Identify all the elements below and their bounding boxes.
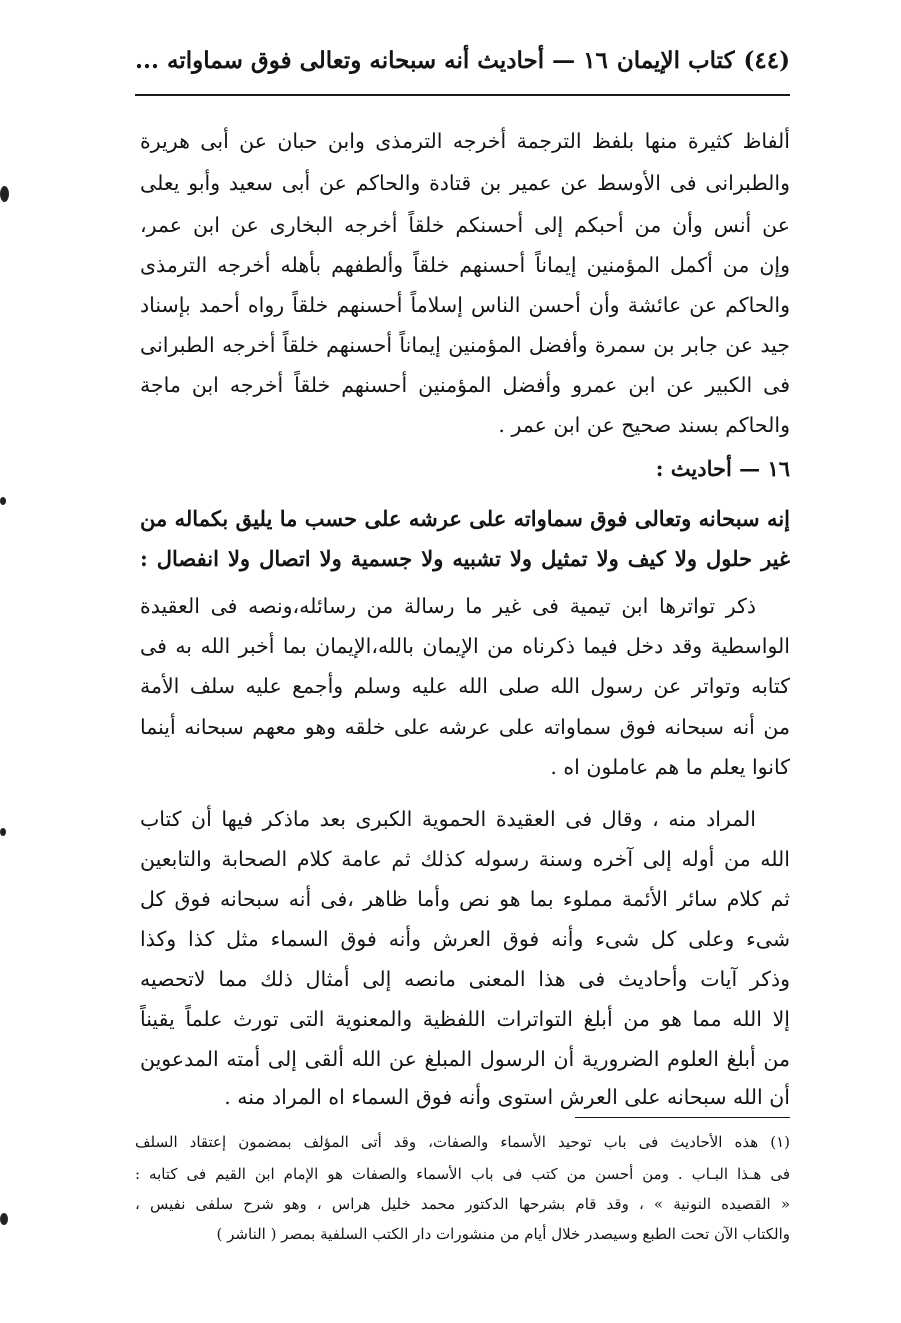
text-line: المراد منه ، وقال فى العقيدة الحموية الكبرى بعد ماذكر فيها أن كتاب [140, 807, 756, 831]
text-line: الواسطية وقد دخل فيما ذكرناه من الإيمان بالله،الإيمان بما أخبر الله به فى [140, 634, 790, 658]
footnote-line: « القصيده النونية » ، وقد قام بشرحها الدكتور محمد خليل هراس ، وهو شرح سلفى نفيس ، [135, 1195, 790, 1213]
book-title: كتاب الإيمان [616, 46, 735, 74]
text-line: من أبلغ العلوم الضرورية أن الرسول المبلغ عن الله ألقى إلى أمته المدعوين [140, 1047, 790, 1071]
scan-mark [0, 828, 6, 836]
page-number: (٤٤) [743, 46, 790, 74]
footnote-line: (١) هذه الأحاديث فى باب توحيد الأسماء والصفات، وقد أتى المؤلف بمضمون إعتقاد السلف [135, 1133, 790, 1151]
scan-mark [0, 1213, 8, 1225]
text-line: شىء وعلى كل شىء وأنه فوق العرش وأنه فوق السماء مثل كذا وكذا [140, 927, 790, 951]
text-line: والطبرانى فى الأوسط عن عمير بن قتادة والحاكم عن أبى سعيد وأبو يعلى [140, 171, 790, 195]
text-line: كانوا يعلم ما هم عاملون اه . [550, 755, 790, 779]
text-line: فى الكبير عن ابن عمرو وأفضل المؤمنين أحسنهم خلقاً أخرجه ابن ماجة [140, 373, 790, 397]
text-line: وذكر آيات وأحاديث فى هذا المعنى مانصه إلى أمثال ذلك مما لاتحصيه [140, 967, 790, 991]
section-heading-line: إنه سبحانه وتعالى فوق سماواته على عرشه على حسب ما يليق بكماله من [140, 506, 790, 531]
text-line: أن الله سبحانه على العرش استوى وأنه فوق السماء اه المراد منه . [224, 1085, 790, 1109]
section-heading-line: غير حلول ولا كيف ولا تمثيل ولا تشبيه ولا جسمية ولا اتصال ولا انفصال : [140, 546, 790, 571]
text-line: من أنه سبحانه فوق سماواته على عرشه على خلقه وهو معهم سبحانه أينما [140, 715, 790, 739]
text-line: والحاكم عن عائشة وأن أحسن الناس إسلاماً أحسنهم خلقاً رواه أحمد بإسناد [140, 293, 790, 317]
header-rule [135, 94, 790, 96]
footnote-rule [575, 1117, 790, 1118]
text-line: عن أنس وأن من أحبكم إلى أحسنكم خلقاً أخرجه البخارى عن ابن عمر، [140, 213, 790, 237]
text-line: كتابه وتواتر عن رسول الله صلى الله عليه وسلم وأجمع عليه سلف الأمة [140, 674, 790, 698]
scan-mark [0, 186, 9, 202]
text-line: ذكر تواترها ابن تيمية فى غير ما رسالة من رسائله،ونصه فى العقيدة [140, 594, 756, 618]
text-line: الله من أوله إلى آخره وسنة رسوله كذلك ثم عامة كلام الصحابة والتابعين [140, 847, 790, 871]
scan-mark [0, 497, 6, 505]
footnote-line: فى هـذا البـاب . ومن أحسن من كتب فى باب الأسماء والصفات هو الإمام ابن القيم فى كتابه : [135, 1165, 790, 1183]
footnote-line: والكتاب الآن تحت الطبع وسيصدر خلال أيام من منشورات دار الكتب السلفية بمصر ( الناشر ) [216, 1225, 790, 1243]
section-number-heading: ١٦ — أحاديث : [655, 456, 790, 481]
text-line: ألفاظ كثيرة منها بلفظ الترجمة أخرجه الترمذى وابن حبان عن أبى هريرة [140, 129, 790, 153]
text-line: إلا الله مما هو من أبلغ التواترات اللفظية والمعنوية التى تورث علماً يقيناً [140, 1007, 790, 1031]
text-line: ثم كلام سائر الأئمة مملوء بما هو نص وأما ظاهر ،فى أنه سبحانه فوق كل [140, 887, 790, 911]
running-header [135, 38, 790, 82]
text-line: وإن من أكمل المؤمنين إيماناً أحسنهم خلقاً وألطفهم بأهله أخرجه الترمذى [140, 253, 790, 277]
chapter-title: ١٦ — أحاديث أنه سبحانه وتعالى فوق سماواته ... [135, 46, 608, 74]
text-line: والحاكم بسند صحيح عن ابن عمر . [498, 413, 790, 437]
text-line: جيد عن جابر بن سمرة وأفضل المؤمنين إيماناً أحسنهم خلقاً أخرجه الطبرانى [140, 333, 790, 357]
